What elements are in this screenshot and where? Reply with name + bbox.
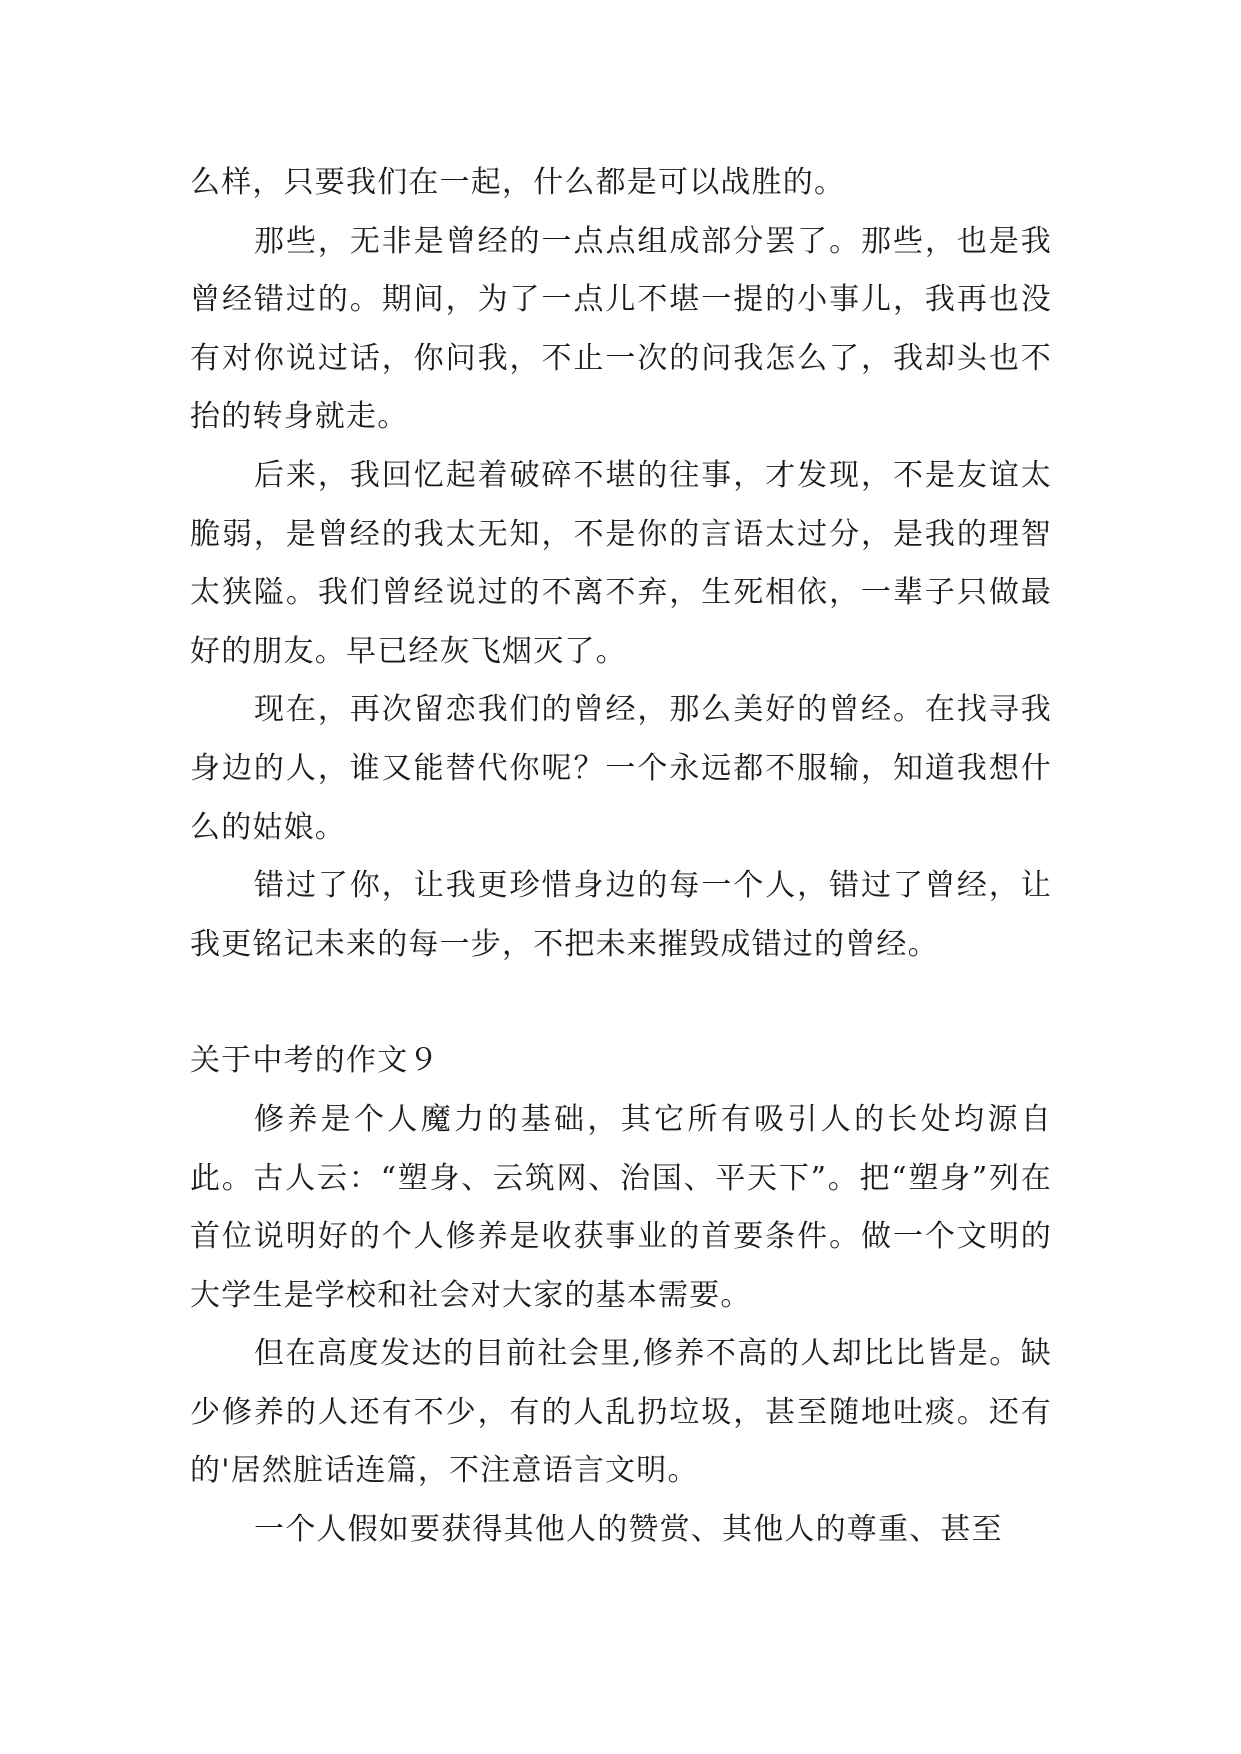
- paragraph: 现在，再次留恋我们的曾经，那么美好的曾经。在找寻我身边的人，谁又能替代你呢？一个永远都不服输，知道我想什么的姑娘。: [190, 692, 1052, 845]
- paragraph: 那些，无非是曾经的一点点组成部分罢了。那些，也是我曾经错过的。期间，为了一点儿不堪一提的小事儿，我再也没有对你说过话，你问我，不止一次的问我怎么了，我却头也不抬的转身就走。: [190, 223, 1052, 435]
- paragraph-continuation: 么样，只要我们在一起，什么都是可以战胜的。: [190, 165, 846, 200]
- paragraph: 后来，我回忆起着破碎不堪的往事，才发现，不是友谊太脆弱，是曾经的我太无知，不是你的言语太过分，是我的理智太狭隘。我们曾经说过的不离不弃，生死相依，一辈子只做最好的朋友。早已经灰飞烟灭了。: [190, 457, 1052, 669]
- paragraph: 修养是个人魔力的基础，其它所有吸引人的长处均源自此。古人云：“塑身、云筑网、治国、平天下”。把“塑身”列在首位说明好的个人修养是收获事业的首要条件。做一个文明的大学生是学校和社会对大家的基本需要。: [190, 1101, 1052, 1313]
- section-spacer: [190, 974, 1052, 1032]
- document-body: [190, 154, 1052, 1560]
- section-heading: 关于中考的作文９: [190, 1043, 440, 1079]
- paragraph-truncated: 一个人假如要获得其他人的赞赏、其他人的尊重、甚至: [254, 1512, 1003, 1548]
- paragraph: 错过了你，让我更珍惜身边的每一个人，错过了曾经，让我更铭记未来的每一步，不把未来摧毁成错过的曾经。: [190, 868, 1052, 962]
- paragraph: 但在高度发达的目前社会里,修养不高的人却比比皆是。缺少修养的人还有不少，有的人乱扔垃圾，甚至随地吐痰。还有的'居然脏话连篇，不注意语言文明。: [190, 1336, 1052, 1489]
